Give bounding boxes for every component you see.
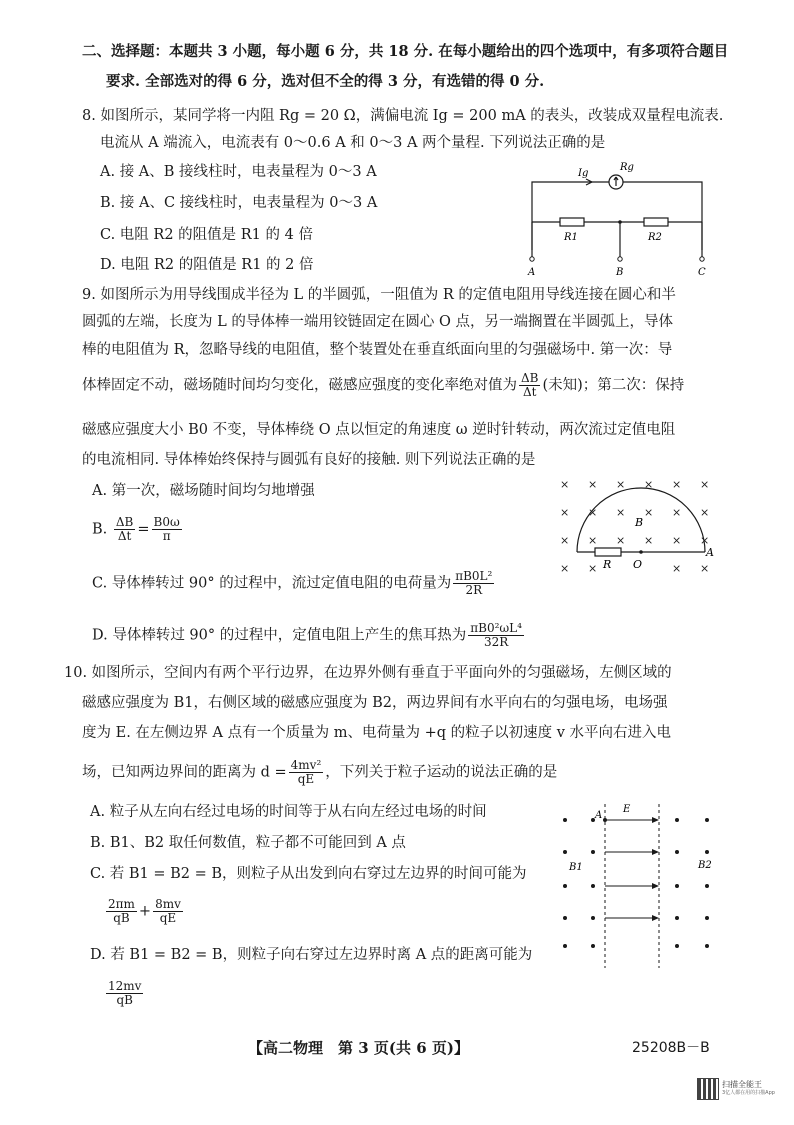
q9-option-d-frac — [468, 622, 524, 649]
svg-text:×: × — [644, 478, 654, 491]
q8-stem-line2: 电流从 A 端流入，电流表有 0～0.6 A 和 0～3 A 两个量程. 下列说法正确的是 — [100, 135, 606, 151]
q9-stem-line5: 磁感应强度大小 B0 不变，导体棒绕 O 点以恒定的角速度 ω 逆时针转动，两次流过定值电阻 — [82, 422, 676, 438]
q10-field-diagram — [555, 800, 725, 970]
q9-option-b — [92, 516, 184, 543]
q10-fig-label-a: A — [595, 810, 603, 821]
q10-option-c-expression — [104, 898, 185, 925]
svg-text:×: × — [644, 534, 654, 547]
q10-fig-label-b2: B2 — [698, 860, 712, 871]
scanner-subtitle: 3亿人都在用的扫描App — [722, 1090, 775, 1096]
svg-text:×: × — [560, 562, 570, 575]
q10-distance-den: qE — [297, 772, 315, 786]
q10-fig-label-b1: B1 — [569, 862, 583, 873]
q10-stem-line4 — [82, 759, 557, 786]
svg-text:×: × — [560, 506, 570, 519]
q9-rate-num: ΔB — [521, 371, 539, 385]
q9-fig-label-r: R — [603, 558, 612, 571]
q10-stem-line4-text-b: ，下列关于粒子运动的说法正确的是 — [325, 764, 558, 781]
q9-option-b-den1: Δt — [117, 529, 132, 543]
q9-option-d-text: D. 导体棒转过 90° 的过程中，定值电阻上产生的焦耳热为 — [92, 627, 467, 644]
q9-stem-line1: 9. 如图所示为用导线围成半径为 L 的半圆弧，一阻值为 R 的定值电阻用导线连接在圆心和半 — [82, 287, 676, 303]
q9-stem-line4-text-b: (未知)；第二次：保持 — [542, 377, 685, 394]
svg-text:×: × — [616, 534, 626, 547]
section-header-line1: 二、选择题：本题共 3 小题，每小题 6 分，共 18 分. 在每小题给出的四个选项中，有多项符合题目 — [82, 43, 729, 60]
q9-option-d-num: πB0²ωL⁴ — [470, 621, 522, 635]
svg-text:×: × — [672, 506, 682, 519]
q10-fig-label-e: E — [623, 804, 631, 815]
svg-text:×: × — [588, 478, 598, 491]
q9-option-b-num2: B0ω — [153, 515, 180, 529]
q10-distance-fraction — [289, 759, 324, 786]
q9-stem-line4 — [82, 372, 684, 399]
q9-stem-line2: 圆弧的左端，长度为 L 的导体棒一端用铰链固定在圆心 O 点，另一端搁置在半圆弧上，导体 — [82, 314, 673, 330]
q9-option-c-den: 2R — [465, 583, 483, 597]
q10-option-c-num2: 8mv — [155, 897, 181, 911]
svg-text:×: × — [616, 506, 626, 519]
q9-stem-line4-text-a: 体棒固定不动，磁场随时间均匀变化，磁感应强度的变化率绝对值为 — [82, 377, 517, 394]
q9-option-c-text: C. 导体棒转过 90° 的过程中，流过定值电阻的电荷量为 — [92, 575, 452, 592]
q10-stem-line4-text-a: 场，已知两边界间的距离为 d = — [82, 764, 287, 781]
page-footer-title: 【高二物理 第 3 页(共 6 页)】 — [248, 1039, 469, 1057]
q10-option-c-frac1 — [106, 898, 137, 925]
q9-option-c-frac — [453, 570, 494, 597]
scanner-watermark — [722, 1080, 775, 1098]
q10-stem-line1: 10. 如图所示，空间内有两个平行边界，在边界外侧有垂直于平面向外的匀强磁场，左侧区域的 — [64, 665, 672, 681]
q8-option-b: B. 接 A、C 接线柱时，电表量程为 0～3 A — [100, 195, 378, 211]
q8-fig-label-c: C — [698, 267, 706, 278]
q9-option-b-frac1 — [114, 516, 135, 543]
q9-option-c — [92, 570, 496, 597]
svg-text:×: × — [672, 478, 682, 491]
q9-center-point — [639, 550, 643, 554]
q9-rate-fraction — [519, 372, 540, 399]
q9-resistor — [595, 548, 621, 556]
q9-semicircle-diagram — [555, 472, 725, 582]
q9-rate-den: Δt — [522, 385, 537, 399]
svg-text:×: × — [644, 506, 654, 519]
svg-text:×: × — [700, 506, 710, 519]
q9-fig-label-o: O — [633, 558, 643, 571]
q10-option-a: A. 粒子从左向右经过电场的时间等于从右向左经过电场的时间 — [90, 804, 487, 820]
q10-option-d: D. 若 B1 = B2 = B，则粒子向右穿过左边界时离 A 点的距离可能为 — [90, 947, 533, 963]
q8-option-d: D. 电阻 R2 的阻值是 R1 的 2 倍 — [100, 257, 314, 273]
q9-option-d-den: 32R — [483, 635, 509, 649]
svg-text:×: × — [700, 562, 710, 575]
q10-option-b: B. B1、B2 取任何数值，粒子都不可能回到 A 点 — [90, 835, 406, 851]
q9-option-b-num1: ΔB — [115, 515, 134, 529]
q9-stem-line6: 的电流相同. 导体棒始终保持与圆弧有良好的接触. 则下列说法正确的是 — [82, 452, 536, 468]
svg-text:×: × — [560, 534, 570, 547]
scanner-brand: 扫描全能王 — [722, 1080, 762, 1089]
q8-fig-label-r2: R2 — [648, 232, 662, 243]
svg-text:×: × — [588, 562, 598, 575]
q8-fig-label-a: A — [528, 267, 536, 278]
svg-text:×: × — [616, 478, 626, 491]
q9-option-d — [92, 622, 526, 649]
svg-text:×: × — [560, 478, 570, 491]
q9-option-b-den2: π — [162, 529, 171, 543]
q9-option-c-num: πB0L² — [455, 569, 493, 583]
q10-option-c: C. 若 B1 = B2 = B，则粒子从出发到向右穿过左边界的时间可能为 — [90, 866, 527, 882]
q9-fig-label-b: B — [635, 516, 644, 529]
svg-text:×: × — [700, 478, 710, 491]
paper-code: 25208B－B — [632, 1040, 710, 1056]
q10-option-c-frac2 — [153, 898, 183, 925]
svg-text:×: × — [588, 506, 598, 519]
q9-option-a: A. 第一次，磁场随时间均匀地增强 — [92, 483, 315, 499]
q10-option-c-den1: qB — [113, 911, 130, 925]
q9-option-b-equals: = — [137, 521, 150, 538]
q10-point-a — [603, 818, 607, 822]
svg-text:×: × — [672, 562, 682, 575]
q8-fig-label-ig: Ig — [578, 168, 589, 179]
q9-stem-line3: 棒的电阻值为 R，忽略导线的电阻值，整个装置处在垂直纸面向里的匀强磁场中. 第一次：导 — [82, 342, 673, 358]
q8-stem-line1: 8. 如图所示，某同学将一内阻 Rg = 20 Ω，满偏电流 Ig = 200 mA 的表头，改装成双量程电流表. — [82, 108, 724, 124]
q10-distance-num: 4mv² — [290, 758, 322, 772]
q9-fig-label-a: A — [706, 546, 714, 559]
q10-option-d-den: qB — [116, 993, 133, 1007]
q10-stem-line2: 磁感应强度为 B1，右侧区域的磁感应强度为 B2，两边界间有水平向右的匀强电场，电场强 — [82, 695, 668, 711]
q8-fig-label-b: B — [616, 267, 624, 278]
q8-circuit-diagram — [520, 160, 720, 280]
q10-option-d-frac — [106, 980, 143, 1007]
q10-option-c-den2: qE — [159, 911, 177, 925]
q8-fig-label-rg: Rg — [620, 162, 634, 173]
q8-option-c: C. 电阻 R2 的阻值是 R1 的 4 倍 — [100, 227, 313, 243]
svg-text:×: × — [588, 534, 598, 547]
svg-text:×: × — [700, 534, 710, 547]
q9-option-b-frac2 — [152, 516, 182, 543]
qr-code-icon — [697, 1078, 719, 1100]
q10-option-d-num: 12mv — [108, 979, 142, 993]
q8-option-a: A. 接 A、B 接线柱时，电表量程为 0～3 A — [100, 164, 377, 180]
section-header-line2: 要求. 全部选对的得 6 分，选对但不全的得 3 分，有选错的得 0 分. — [106, 73, 545, 90]
q10-magnetic-field-dots — [563, 818, 709, 948]
q10-option-c-num1: 2πm — [108, 897, 135, 911]
q10-stem-line3: 度为 E. 在左侧边界 A 点有一个质量为 m、电荷量为 +q 的粒子以初速度 v 水平向右进入电 — [82, 725, 672, 741]
q10-option-d-expression — [104, 980, 145, 1007]
svg-text:×: × — [672, 534, 682, 547]
q8-fig-label-r1: R1 — [564, 232, 578, 243]
q9-option-b-label: B. — [92, 521, 108, 538]
q10-option-c-plus: + — [138, 903, 152, 920]
q10-electric-field-arrows — [652, 817, 659, 921]
